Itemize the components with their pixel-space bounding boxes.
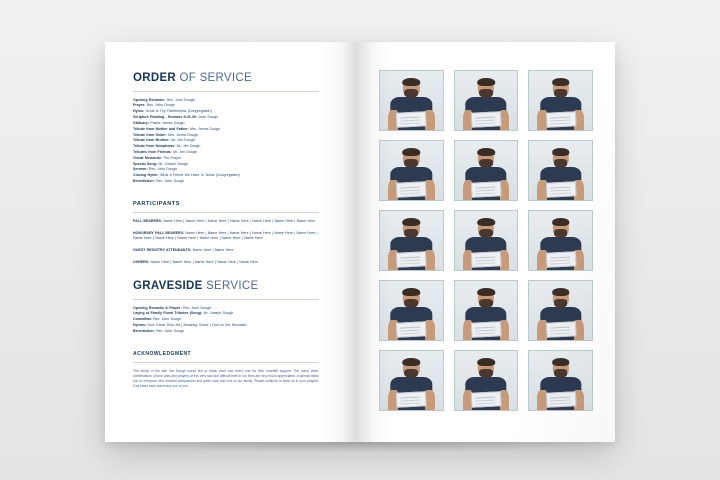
graveside-item: Benediction: Rev. John Dough bbox=[133, 328, 185, 333]
portrait-photo bbox=[379, 280, 444, 341]
graveside-item: Hymns: How Great Thou Art | Amazing Grace | God on the Mountain bbox=[133, 322, 247, 327]
portrait-photo bbox=[454, 280, 519, 341]
order-item: Tribute from Newphews: Mr. Jim Dough bbox=[133, 144, 201, 149]
acknowledgment-heading: ACKNOWLEDGMENT bbox=[133, 350, 192, 357]
pall-bearers-names: Name Here | Name Here | Name Here | Name Here | Name Here | Name Here | Name Here bbox=[163, 218, 316, 223]
order-item: Obituary: Pastor James Dough bbox=[133, 120, 185, 125]
spacer bbox=[133, 341, 319, 351]
portrait-photo bbox=[454, 70, 519, 131]
order-item: Prayer: Rev. John Dough bbox=[133, 103, 175, 108]
portrait-photo bbox=[528, 280, 593, 341]
portrait-photo bbox=[528, 350, 593, 411]
divider bbox=[133, 91, 319, 92]
honorary-pall-bearers-label: HONORARY PALL BEARERS: bbox=[133, 230, 185, 235]
portrait-photo bbox=[528, 210, 593, 271]
spacer bbox=[133, 272, 319, 280]
order-of-service-title bbox=[133, 72, 319, 85]
honorary-pall-bearers-group bbox=[133, 231, 319, 243]
spacer bbox=[133, 191, 319, 201]
portrait-photo bbox=[379, 210, 444, 271]
acknowledgment-section bbox=[133, 351, 319, 390]
ushers-group bbox=[133, 260, 319, 266]
participants-heading: PARTICIPANTS bbox=[133, 200, 181, 207]
order-item: Scripture Reading - Romans 8:31-39: Jean Dough bbox=[133, 115, 219, 120]
graveside-title-bold: GRAVESIDE bbox=[133, 279, 203, 292]
left-page-content bbox=[133, 72, 319, 393]
order-item: Tribute from Mother and Father: Mrs. Jenna Dough bbox=[133, 126, 220, 131]
guest-registry-group bbox=[133, 248, 319, 254]
left-page bbox=[105, 42, 357, 442]
pall-bearers-label: PALL BEARERS: bbox=[133, 218, 163, 223]
ushers-label: USHERS: bbox=[133, 260, 150, 265]
order-item: Benediction: Rev. John Dough bbox=[133, 179, 185, 184]
portrait-photo bbox=[379, 350, 444, 411]
portrait-photo bbox=[379, 70, 444, 131]
graveside-item: Laying of Family Floral Tributes (Song): Mr. Joseph Dough bbox=[133, 311, 234, 316]
order-item: Hymn: Great Is Thy Faithfulness (Congregation) bbox=[133, 109, 212, 114]
order-item: Opening Remarks: Rev. John Dough bbox=[133, 97, 195, 102]
order-title-bold: ORDER bbox=[133, 72, 177, 84]
order-item: Tributes from Friends: Mr. Jim Dough bbox=[133, 149, 197, 154]
ushers-names: Name Here | Name Here | Name Here | Name Here | Name Here bbox=[149, 260, 258, 265]
graveside-item: Opening Remarks & Prayer: Rev. John Dough bbox=[133, 305, 212, 310]
acknowledgment-body: The family of the late Joe Dough would like to thank each and every one for their heartfelt support. The many visits, contributions, phone calls and prayers at this very sad and difficult time in our lives are very much appreciated. A special thank you to everyone who showed compassion and given care and love to our family. Please continue to keep us in your prayers. God bless each and every one of you. bbox=[133, 368, 319, 389]
portrait-photo bbox=[454, 210, 519, 271]
gutter-shading-left bbox=[323, 42, 357, 442]
graveside-title bbox=[133, 280, 319, 293]
graveside-service-section bbox=[133, 280, 319, 335]
order-item: Visual Memorial: The Prayer bbox=[133, 155, 182, 160]
graveside-title-light: SERVICE bbox=[202, 279, 259, 292]
portrait-photo bbox=[454, 350, 519, 411]
guest-registry-label: GUEST REGISTRY ATTENDANTS: bbox=[133, 248, 192, 253]
honorary-pall-bearers-names: Name Here | Name Here | Name Here | Name Here | Name Here | Name Here | Name Here | Name Here | Name Here | Name Here | Name Here | Name Here bbox=[133, 230, 318, 241]
order-item: Sermon: Rev. John Dough bbox=[133, 167, 177, 172]
portrait-photo bbox=[528, 70, 593, 131]
guest-registry-names: Name Here | Name Here bbox=[191, 248, 234, 253]
divider bbox=[133, 212, 319, 213]
order-item: Closing Hymn: What a Friend We Have In Jesus (Congregation) bbox=[133, 173, 240, 178]
order-title-light: OF SERVICE bbox=[176, 72, 252, 84]
participants-section bbox=[133, 201, 319, 266]
order-of-service-section bbox=[133, 72, 319, 185]
order-item: Tribute from Brother: Mr. Jim Dough bbox=[133, 138, 195, 143]
portrait-photo bbox=[379, 140, 444, 201]
order-item: Tribute from Sister: Mrs. Jenna Dough bbox=[133, 132, 199, 137]
right-page bbox=[357, 42, 615, 442]
portrait-photo bbox=[528, 140, 593, 201]
pall-bearers-group bbox=[133, 219, 319, 225]
order-item: Special Song: Mr. Joseph Dough bbox=[133, 161, 189, 166]
portrait-photo bbox=[454, 140, 519, 201]
photo-grid bbox=[379, 70, 593, 411]
graveside-item: Committal: Rev. John Dough bbox=[133, 317, 182, 322]
divider bbox=[133, 362, 319, 363]
open-booklet-spread bbox=[105, 42, 615, 442]
divider bbox=[133, 299, 319, 300]
